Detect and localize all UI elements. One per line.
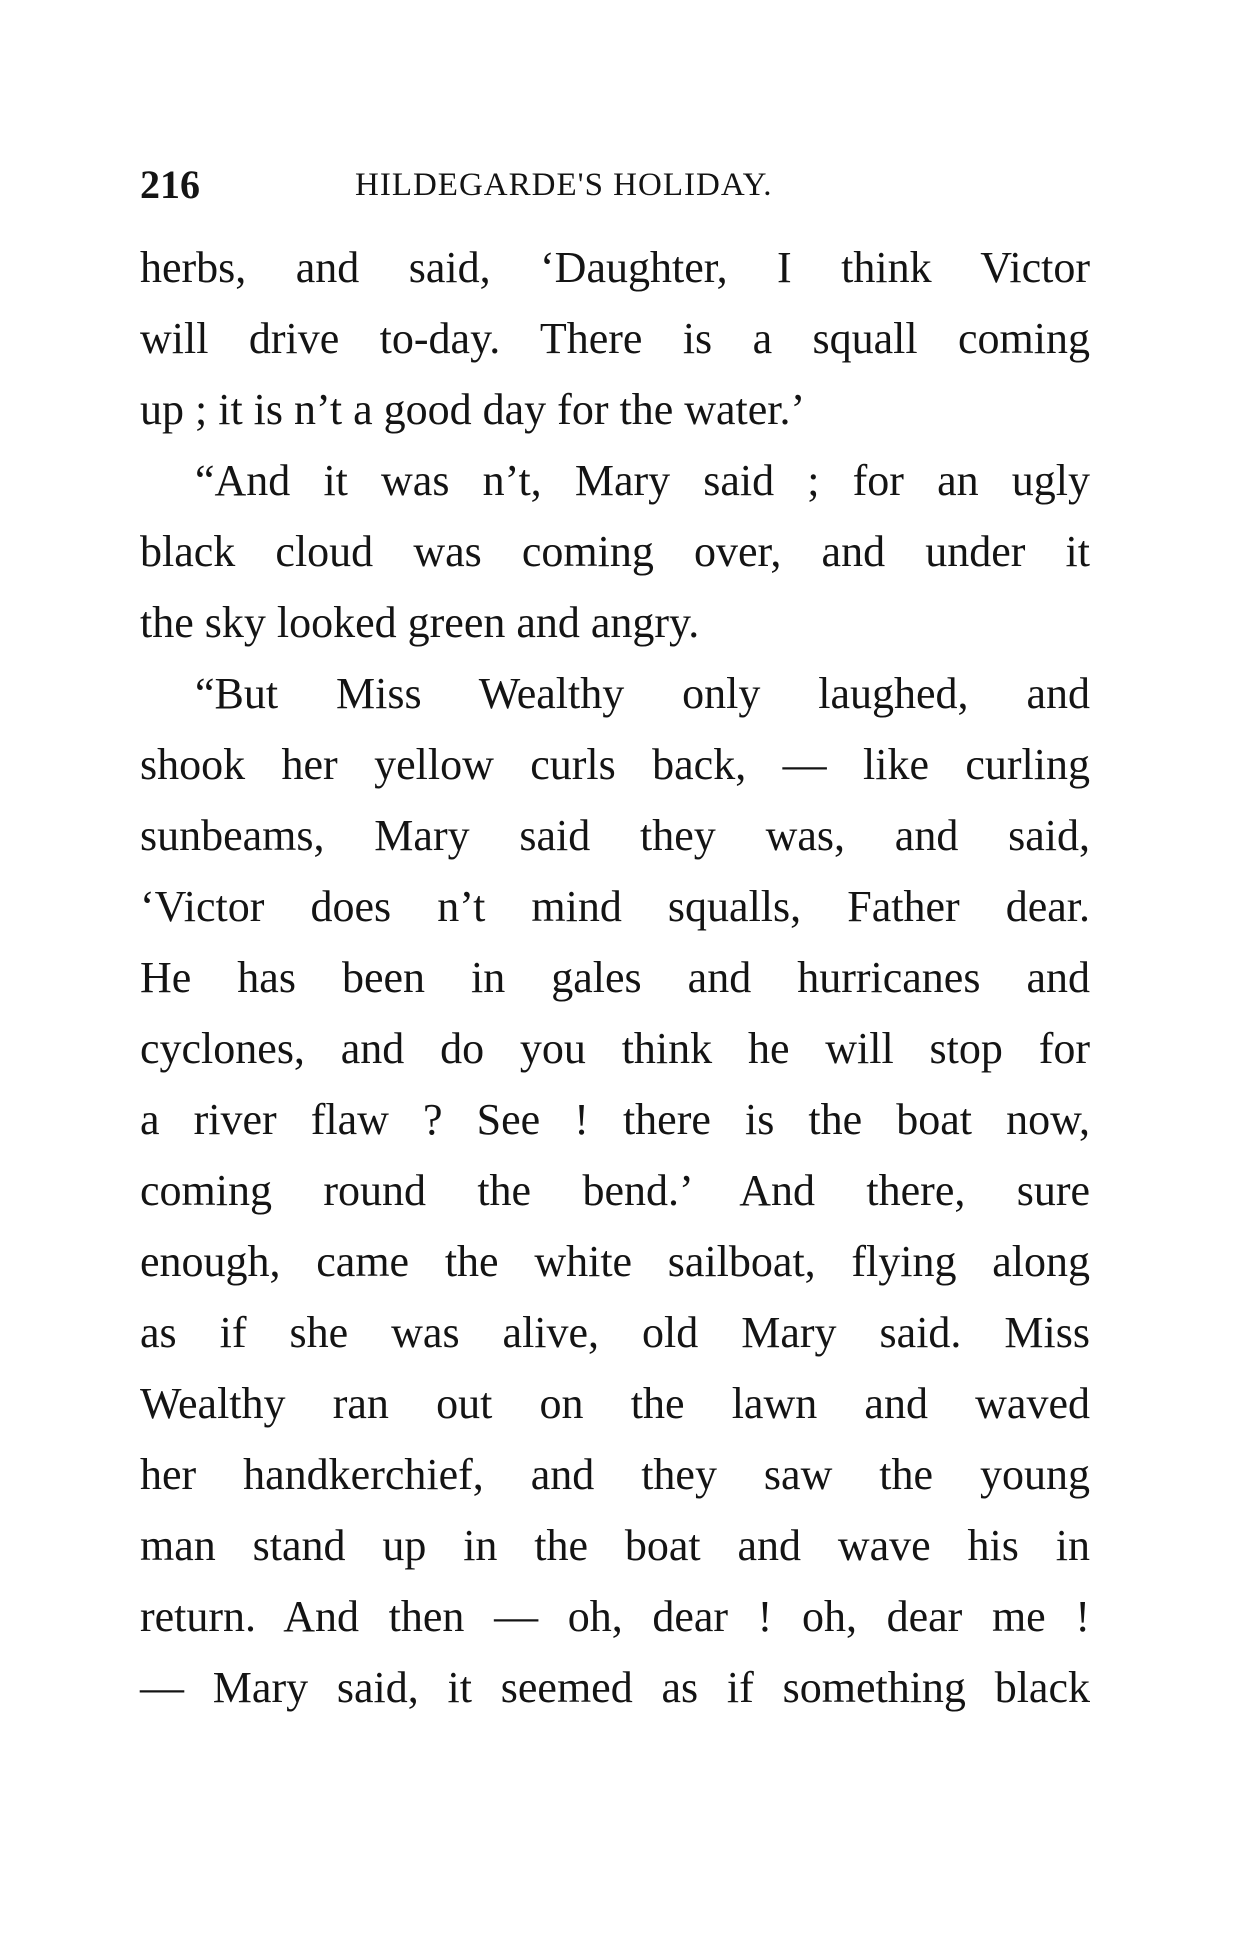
text-line: return. And then — oh, dear ! oh, dear me !	[140, 1592, 1090, 1641]
text-line: man stand up in the boat and wave his in	[140, 1521, 1090, 1570]
text-line: coming round the bend.’ And there, sure	[140, 1166, 1090, 1215]
text-line: as if she was alive, old Mary said. Miss	[140, 1308, 1090, 1357]
text-line: enough, came the white sailboat, flying along	[140, 1237, 1090, 1286]
text-line: “But Miss Wealthy only laughed, and	[195, 669, 1090, 718]
text-line: will drive to-day. There is a squall coming	[140, 314, 1090, 363]
text-line: black cloud was coming over, and under it	[140, 527, 1090, 576]
text-line: cyclones, and do you think he will stop for	[140, 1024, 1090, 1073]
text-line: the sky looked green and angry.	[140, 598, 700, 647]
running-title: HILDEGARDE'S HOLIDAY.	[355, 167, 773, 203]
text-line: ‘Victor does n’t mind squalls, Father dear.	[140, 882, 1090, 931]
text-line: shook her yellow curls back, — like curling	[140, 740, 1090, 789]
page-number: 216	[140, 162, 200, 207]
text-line: herbs, and said, ‘Daughter, I think Victor	[140, 243, 1090, 292]
text-line: a river flaw ? See ! there is the boat now,	[140, 1095, 1090, 1144]
body-text	[140, 232, 1090, 1723]
text-line: up ; it is n’t a good day for the water.’	[140, 385, 806, 434]
text-line: — Mary said, it seemed as if something black	[140, 1663, 1090, 1712]
text-line: “And it was n’t, Mary said ; for an ugly	[195, 456, 1090, 505]
text-line: He has been in gales and hurricanes and	[140, 953, 1090, 1002]
text-line: Wealthy ran out on the lawn and waved	[140, 1379, 1090, 1428]
running-head	[140, 160, 1090, 210]
text-line: her handkerchief, and they saw the young	[140, 1450, 1090, 1499]
text-line: sunbeams, Mary said they was, and said,	[140, 811, 1090, 860]
